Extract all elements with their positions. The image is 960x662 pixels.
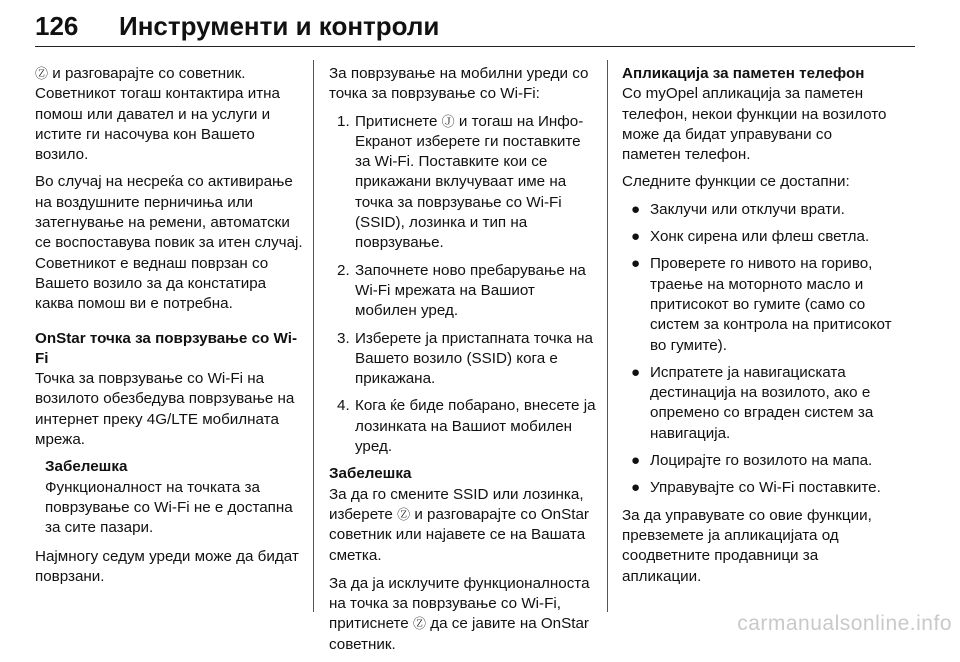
header-divider xyxy=(35,46,915,47)
heading-smartphone-app: Апликација за паметен телефон xyxy=(622,65,865,82)
bullet-icon: ● xyxy=(631,479,641,497)
onstar-button-icon: Ⓩ xyxy=(397,506,411,522)
page-header xyxy=(35,8,915,48)
paragraph-connect-intro: За поврзување на мобилни уреди со точка за поврзување со Wi-Fi: xyxy=(329,65,589,103)
column-3 xyxy=(622,64,892,594)
bullet-icon: ● xyxy=(631,452,641,470)
bullet-icon: ● xyxy=(631,255,641,273)
list-item: ● Управувајте со Wi-Fi поставките. xyxy=(622,478,892,498)
functions-list xyxy=(622,200,892,499)
heading-wifi-hotspot: OnStar точка за поврзување со Wi-Fi xyxy=(35,329,298,367)
onstar-button-icon: Ⓩ xyxy=(412,616,426,632)
list-item: ● Проверете го нивото на гориво, траење на моторното масло и притисокот во гумите (само со систем за контрола на притисокот во гумите). xyxy=(631,255,892,354)
list-item: 3. Изберете ја пристапната точка на Вашето возило (SSID) кога е прикажана. xyxy=(337,329,594,388)
bullet-icon: ● xyxy=(631,363,641,381)
list-item: ● Лоцирајте го возилото на мапа. xyxy=(622,451,892,471)
paragraph-functions: Следните функции се достапни: xyxy=(622,173,850,191)
list-item: 4. Кога ќе биде побарано, внесете ја лозинката на Вашиот мобилен уред. xyxy=(337,397,596,456)
list-item: ● Заклучи или отклучи врати. xyxy=(622,200,892,220)
column-divider-2 xyxy=(607,60,608,612)
bullet-icon: ● xyxy=(631,200,641,218)
paragraph-hotspot: Точка за поврзување со Wi-Fi на возилото обезбедува поврзување на интернет преку 4G/LTE мобилната мрежа. xyxy=(35,370,295,449)
note-title: Забелешка xyxy=(45,458,128,476)
page-title: Инструменти и контроли xyxy=(119,11,440,41)
list-item: ● Испратете ја навигациската дестинација на возилото, ако е опремено со вграден систем за навигација. xyxy=(631,363,874,442)
column-divider-1 xyxy=(313,60,314,612)
note-box xyxy=(45,457,307,538)
list-item: ● Хонк сирена или флеш светла. xyxy=(622,227,892,247)
list-item: 1. Притиснете Ⓙ и тогаш на Инфо-Екранот изберете ги поставките за Wi-Fi. Поставките кои се прикажани вклучуваат име на точка за поврзување со Wi-Fi (SSID), лозинка и тип на поврзување. xyxy=(337,112,584,252)
onstar-button-icon: Ⓩ xyxy=(35,66,49,81)
column-1 xyxy=(35,64,307,594)
paragraph-app-intro: Со myOpel апликација за паметен телефон, некои функции на возилото може да бидат управувани со паметен телефон. xyxy=(622,85,887,164)
steps-list xyxy=(329,112,597,458)
note-text: За да го смените SSID или лозинка, изберете Ⓩ и разговарајте со OnStar советник или најавете се на Вашата сметка. xyxy=(329,485,589,564)
list-item: 2. Започнете ново пребарување на Wi-Fi мрежата на Вашиот мобилен уред. xyxy=(337,261,586,320)
watermark: carmanualsonline.info xyxy=(737,612,952,635)
paragraph-emergency: Во случај на несреќа со активирање на воздушните перничиња или затегнување на ремени, автоматски се воспоставува повик за итен случај. Советникот е веднаш поврзан со Вашето возило за да констатира каква помош ви е потребна. xyxy=(35,173,303,313)
paragraph-max-devices: Најмногу седум уреди може да бидат поврзани. xyxy=(35,547,299,585)
note-text: Функционалност на точката за поврзување со Wi-Fi не е достапна за сите пазари. xyxy=(45,478,293,537)
page-number: 126 xyxy=(35,11,79,41)
paragraph-download-app: За да управувате со овие функции, превземете ја апликацијата од соодветните продавници за апликации. xyxy=(622,506,872,585)
paragraph-disable-hotspot: За да ја исклучите функционалноста на точка за поврзување со Wi-Fi, притиснете Ⓩ да се јавите на OnStar советник. xyxy=(329,574,590,653)
column-2 xyxy=(329,64,597,662)
paragraph-advisor: Ⓩ и разговарајте со советник. Советникот тогаш контактира итна помош или давател и на услуги и истите ги насочува кон Вашето возило. xyxy=(35,65,280,164)
info-button-icon: Ⓙ xyxy=(441,113,455,129)
bullet-icon: ● xyxy=(631,228,641,246)
note-box-2 xyxy=(329,464,597,565)
note-title: Забелешка xyxy=(329,465,412,483)
